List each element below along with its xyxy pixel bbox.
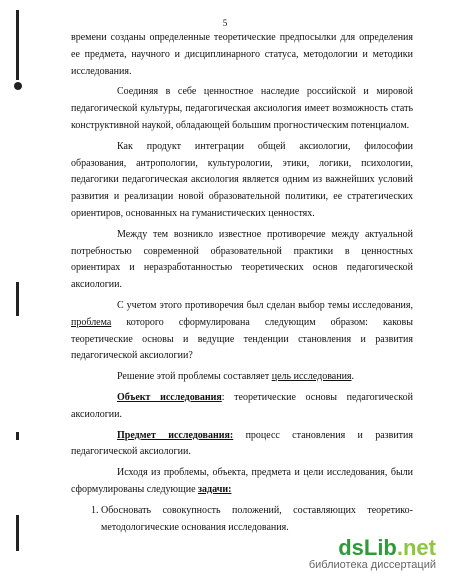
tasks-list bbox=[71, 503, 413, 537]
paragraph-8-text: процесс становления и развития педагогической аксиологии. bbox=[71, 429, 413, 458]
paragraph-1: времени созданы определенные теоретические предпосылки для определения ее предмета, научного и дисциплинарного статуса, методологии и методики исследования. bbox=[71, 32, 413, 77]
paragraph-3: Как продукт интеграции общей аксиологии, философии образования, антропологии, культурологии, этики, логики, психологии, педагогики педагогическая аксиология является одним из важнейших условий развития и реализации новой образовательной политики, ее стратегических ориентиров, основанных на гуманистических ценностях. bbox=[71, 140, 413, 219]
watermark-logo-tld: .net bbox=[396, 535, 436, 560]
document-body bbox=[71, 30, 413, 536]
paragraph-6-text-b: . bbox=[351, 371, 355, 383]
list-item: 1. Обосновать совокупность положений, составляющих теоретико-методологические основания исследования. bbox=[101, 503, 413, 537]
paragraph-7-text: : теоретические основы педагогической аксиологии. bbox=[71, 391, 413, 420]
problem-term: проблема bbox=[71, 316, 112, 328]
page-number: 5 bbox=[222, 18, 228, 28]
watermark bbox=[309, 537, 436, 571]
watermark-subtitle: библиотека диссертаций bbox=[308, 559, 436, 571]
paragraph-7 bbox=[71, 390, 413, 424]
subject-term: Предмет исследования: bbox=[117, 429, 234, 441]
paragraph-5-text-a: С учетом этого противоречия был сделан выбор темы исследования, bbox=[117, 299, 413, 311]
paragraph-6-text-a: Решение этой проблемы составляет bbox=[117, 371, 270, 383]
paragraph-5 bbox=[71, 298, 413, 365]
paragraph-2: Соединяя в себе ценностное наследие российской и мировой педагогической культуры, педагогическая аксиология имеет возможность стать конструктивной наукой, обладающей большим прогностическим потенциалом. bbox=[71, 86, 413, 131]
paragraph-9 bbox=[71, 465, 413, 499]
object-term: Объект исследования bbox=[117, 391, 222, 403]
paragraph-6 bbox=[71, 369, 413, 386]
paragraph-5-text-b: которого сформулирована следующим образом: каковы теоретические основы и ведущие тенденции становления и развития педагогической аксиологии? bbox=[71, 316, 413, 362]
watermark-logo bbox=[309, 537, 436, 559]
paragraph-9-text: Исходя из проблемы, объекта, предмета и цели исследования, были сформулированы следующие bbox=[71, 467, 413, 495]
tasks-term: задачи: bbox=[198, 483, 232, 495]
paragraph-8 bbox=[71, 428, 413, 462]
goal-term: цель исследования bbox=[271, 371, 352, 383]
scan-artifact bbox=[16, 515, 19, 551]
scan-artifact bbox=[16, 282, 19, 316]
paragraph-4: Между тем возникло известное противоречие между актуальной потребностью современной образовательной практики в ценностных ориентирах и неразработанностью теоретических основ педагогической аксиологии. bbox=[71, 228, 413, 291]
watermark-logo-main: dsLib bbox=[338, 535, 397, 560]
scan-artifact bbox=[16, 432, 19, 440]
scan-artifact-dot bbox=[14, 82, 22, 90]
